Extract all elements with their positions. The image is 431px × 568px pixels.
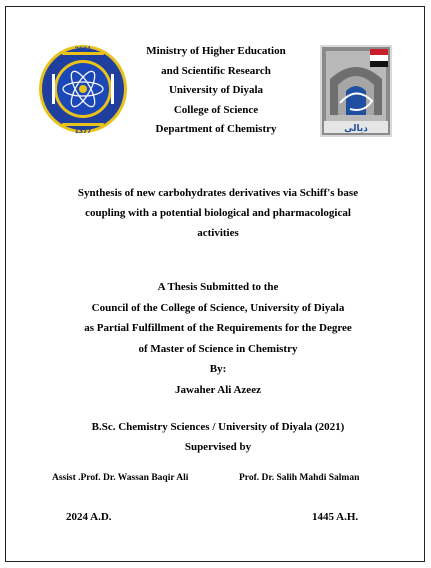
year-hijri: 1445 A.H. [312,511,359,523]
supervised-by-label: Supervised by [184,441,252,453]
title-line-1: Synthesis of new carbohydrates derivatives via Schiff's base [77,187,359,199]
university-seal-logo [38,44,128,134]
submission-statement [40,277,396,400]
college-line: College of Science [173,103,259,116]
seal-year-bottom: 1377 [74,128,92,134]
emblem-brand-text: ديالى [344,124,368,134]
department-line: Department of Chemistry [155,123,277,135]
year-gregorian: 2024 A.D. [66,511,112,523]
university-line: University of Diyala [168,84,264,96]
degree-block [40,417,396,457]
thesis-line-4: of Master of Science in Chemistry [138,342,298,355]
thesis-line-1: A Thesis Submitted to the [157,281,279,293]
thesis-line-2: Council of the College of Science, University of Diyala [91,301,345,314]
institution-header [130,42,302,140]
thesis-line-3: as Partial Fulfillment of the Requirements for the Degree [84,322,352,334]
title-line-2: coupling with a potential biological and pharmacological [85,207,351,219]
by-label: By: [209,363,227,375]
ministry-line-2: and Scientific Research [161,64,271,77]
prior-degree: B.Sc. Chemistry Sciences / University of Diyala (2021) [91,421,345,433]
college-emblem-logo [320,45,392,137]
title-line-3: activities [197,227,239,239]
thesis-title [40,183,396,243]
ministry-line: Ministry of Higher Education [146,45,286,57]
author-name: Jawaher Ali Azeez [175,383,261,396]
seal-year-top: 2001 [74,46,92,53]
supervisor-1: Assist .Prof. Dr. Wassan Baqir Ali [52,473,189,483]
supervisor-2: Prof. Dr. Salih Mahdi Salman [239,473,360,483]
